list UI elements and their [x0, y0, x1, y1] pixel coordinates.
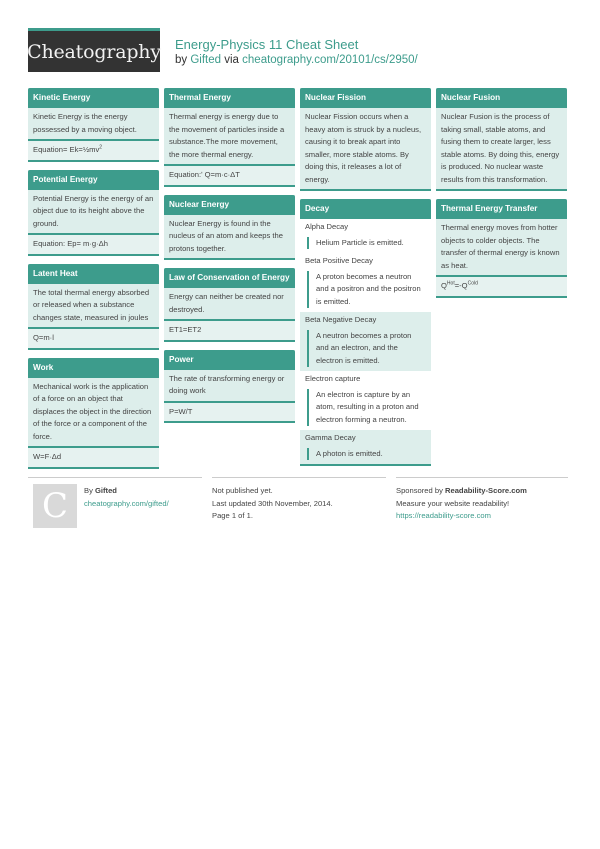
section-potential-energy — [28, 170, 159, 256]
author-avatar[interactable] — [33, 484, 77, 528]
footer-meta — [212, 477, 386, 523]
section-thermal-energy — [164, 88, 295, 187]
equation: Equation: Ep= m·g·Δh — [28, 233, 159, 254]
decay-desc: A proton becomes a neutron and a positron and the positron is emitted. — [307, 271, 426, 309]
published-status: Not published yet. — [212, 486, 273, 495]
section-text: Kinetic Energy is the energy possessed by a moving object. — [33, 112, 137, 134]
footer-author — [28, 477, 202, 537]
decay-name: Beta Positive Decay — [305, 256, 373, 265]
decay-name: Alpha Decay — [305, 222, 349, 231]
equation: Equation:ʹ Q=m·c·ΔT — [164, 164, 295, 185]
section-title: Work — [28, 358, 159, 378]
section-nuclear-energy — [164, 195, 295, 261]
section-conservation-of-energy — [164, 268, 295, 342]
equation: P=W/T — [164, 401, 295, 422]
footer-sponsor — [396, 477, 568, 523]
byline — [175, 53, 418, 68]
last-updated: Last updated 30th November, 2014. — [212, 498, 333, 508]
section-text: Energy can neither be created nor destroyed. — [169, 292, 284, 314]
sheet-url-link[interactable]: cheatography.com/20101/cs/2950/ — [242, 54, 418, 66]
section-title: Law of Conservation of Energy — [164, 268, 295, 288]
section-nuclear-fission — [300, 88, 431, 191]
decay-name: Gamma Decay — [305, 433, 356, 442]
page-count: Page 1 of 1. — [212, 511, 253, 520]
decay-desc: An electron is capture by an atom, resulting in a proton and electron forming a neutron. — [307, 389, 426, 427]
section-text: Thermal energy moves from hotter objects to colder objects. The transfer of thermal energy is known as heat. — [441, 223, 560, 270]
column-1 — [28, 88, 159, 477]
section-thermal-energy-transfer — [436, 199, 567, 298]
section-latent-heat — [28, 264, 159, 350]
section-text: Nuclear Energy is found in the nucleus of an atom and keeps the protons together. — [169, 218, 283, 253]
section-text: Potential Energy is the energy of an object due to its height above the ground. — [33, 193, 154, 228]
section-title: Power — [164, 350, 295, 370]
avatar-letter: C — [41, 485, 68, 526]
section-title: Potential Energy — [28, 170, 159, 190]
footer — [28, 477, 568, 537]
column-4 — [436, 88, 567, 306]
equation: Equation= $Ek=\frac{1}{2}mv^2$ — [28, 139, 159, 160]
section-power — [164, 350, 295, 424]
column-2 — [164, 88, 295, 431]
decay-desc: Helium Particle is emitted. — [307, 237, 426, 250]
decay-item — [300, 312, 431, 371]
section-title: Decay — [300, 199, 431, 219]
cheatography-logo[interactable] — [28, 28, 160, 72]
section-title: Thermal Energy Transfer — [436, 199, 567, 219]
equation: W=F·Δd — [28, 446, 159, 467]
column-3 — [300, 88, 431, 474]
section-title: Latent Heat — [28, 264, 159, 284]
section-text: Nuclear Fusion is the process of taking small, stable atoms, and fusing them to create larger, less stable atoms. By doing this, energy is produced. No nuclear waste results from this transformation. — [441, 112, 560, 184]
section-work — [28, 358, 159, 469]
page-title[interactable]: Energy-Physics 11 Cheat Sheet — [175, 37, 359, 52]
decay-item — [300, 430, 431, 464]
sponsor-tagline: Measure your website readability! — [396, 498, 510, 508]
sponsor-name: Readability-Score.com — [445, 486, 527, 495]
section-text: The total thermal energy absorbed or released when a substance changes state, measured in joules — [33, 287, 150, 322]
title-block — [175, 37, 418, 68]
sponsor-line: Sponsored by Readability-Score.com — [396, 486, 527, 495]
footer-author-link[interactable]: cheatography.com/gifted/ — [84, 498, 169, 508]
decay-name: Beta Negative Decay — [305, 315, 377, 324]
section-title: Nuclear Fission — [300, 88, 431, 108]
section-text: Nuclear Fission occurs when a heavy atom is struck by a nucleus, causing it to break apart into smaller, more stable atoms. By doing this, it releases a lot of energy. — [305, 112, 422, 184]
decay-desc: A photon is emitted. — [307, 448, 426, 461]
section-text: The rate of transforming energy or doing work — [169, 373, 285, 395]
sponsor-link[interactable]: https://readability-score.com — [396, 511, 491, 520]
logo-text: Cheatography — [27, 40, 161, 63]
via-label: via — [224, 54, 239, 66]
section-text: Mechanical work is the application of a force on an object that displaces the object in the direction of the force or a component of the force. — [33, 381, 152, 441]
section-title: Thermal Energy — [164, 88, 295, 108]
decay-name: Electron capture — [305, 374, 361, 383]
decay-item — [300, 371, 431, 430]
decay-item — [300, 219, 431, 253]
decay-item — [300, 253, 431, 312]
decay-desc: A neutron becomes a proton and an electron, and the electron is emitted. — [307, 330, 426, 368]
section-title: Nuclear Energy — [164, 195, 295, 215]
section-decay — [300, 199, 431, 466]
section-kinetic-energy — [28, 88, 159, 162]
section-text: Thermal energy is energy due to the movement of particles inside a substance.The more movement, the more thermal energy. — [169, 112, 285, 159]
by-label: by — [175, 54, 188, 66]
footer-byline: By Gifted — [84, 486, 117, 495]
section-nuclear-fusion — [436, 88, 567, 191]
section-title: Nuclear Fusion — [436, 88, 567, 108]
equation: ET1=ET2 — [164, 319, 295, 340]
footer-author-name: Gifted — [95, 486, 117, 495]
author-link[interactable]: Gifted — [190, 54, 222, 66]
section-title: Kinetic Energy — [28, 88, 159, 108]
equation: Q=m·l — [28, 327, 159, 348]
equation: $Q^{Hot}=-Q^{Cold}$ — [436, 275, 567, 296]
